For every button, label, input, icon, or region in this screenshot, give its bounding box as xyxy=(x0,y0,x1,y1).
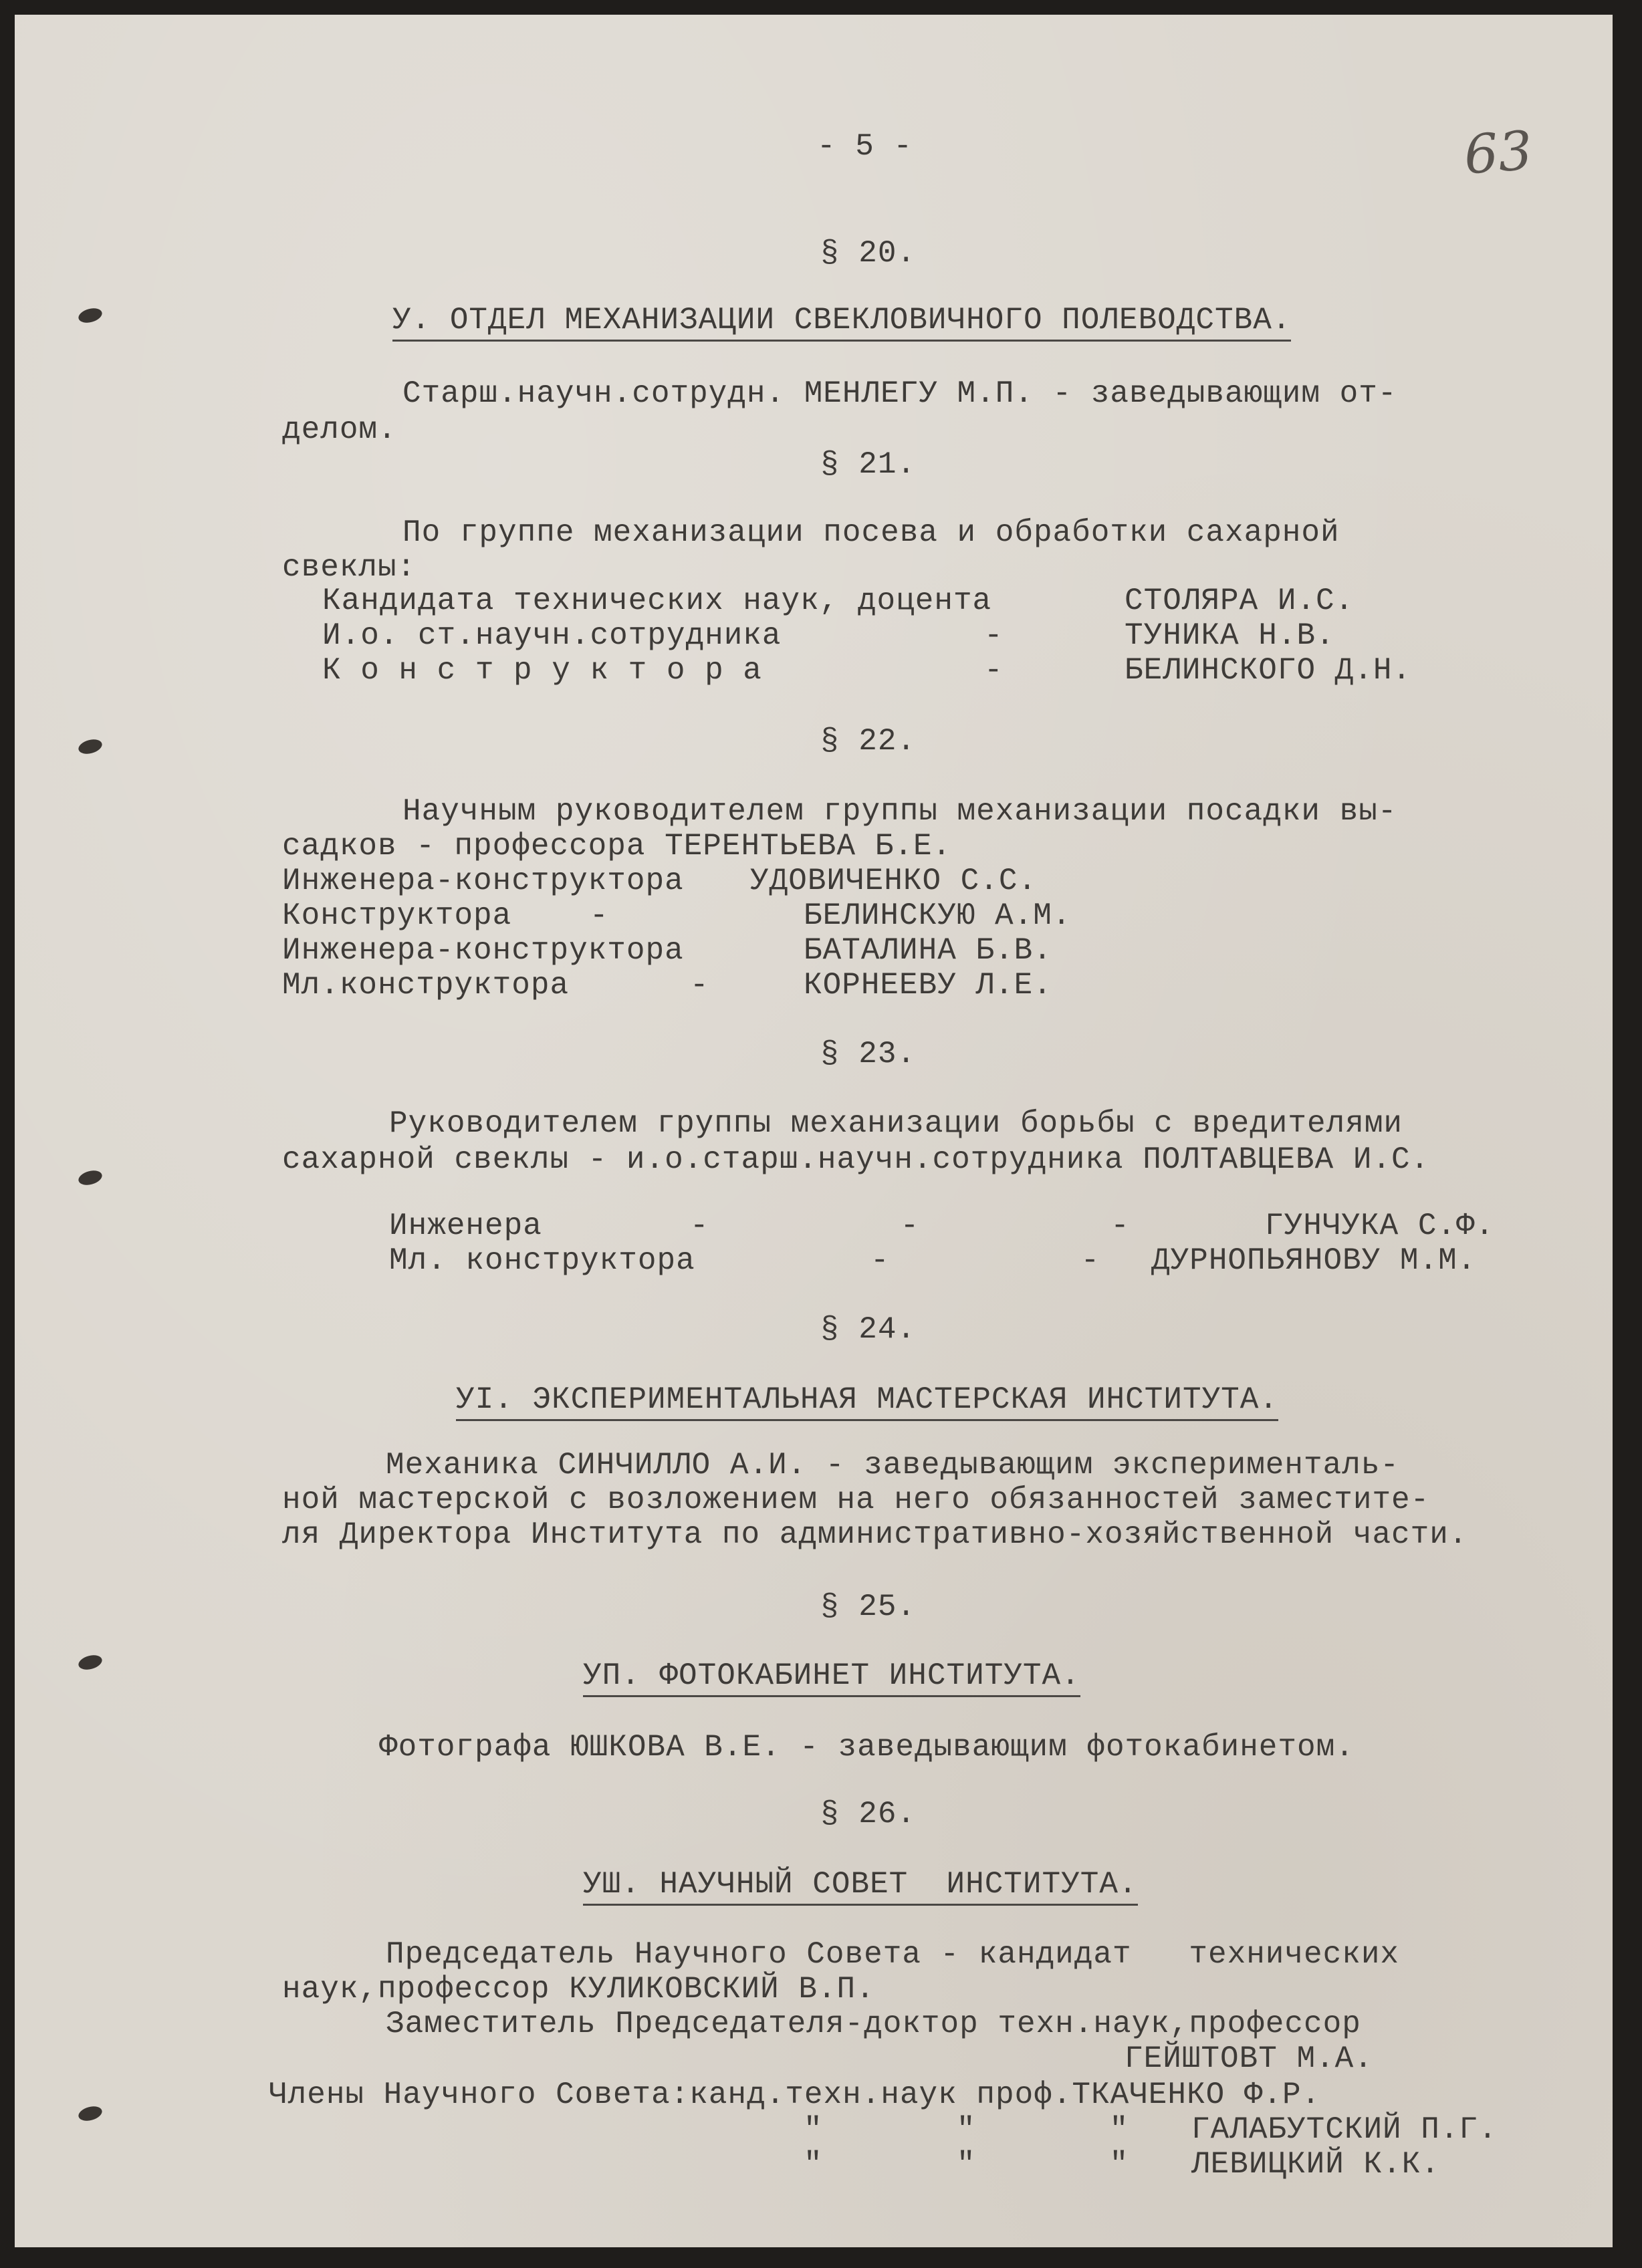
section-8-line: ГЕЙШТОВТ М.А. xyxy=(1125,2041,1373,2076)
section-7-line: Фотографа ЮШКОВА В.Е. - заведывающим фотокабинетом. xyxy=(379,1730,1355,1765)
binder-hole xyxy=(77,306,104,326)
page-number: - 5 - xyxy=(817,129,913,164)
staff-name: ГУНЧУКА С.Ф. xyxy=(1265,1209,1495,1243)
group-23-line: Руководителем группы механизации борьбы с вредителями xyxy=(389,1106,1403,1141)
staff-name: БАТАЛИНА Б.В. xyxy=(804,933,1052,968)
staff-name: КОРНЕЕВУ Л.Е. xyxy=(804,968,1052,1003)
section-8-line: ЛЕВИЦКИЙ К.К. xyxy=(1191,2147,1440,2182)
ditto-marks: " " " xyxy=(804,2112,1129,2147)
binder-hole xyxy=(77,737,104,757)
staff-name: БЕЛИНСКУЮ А.М. xyxy=(804,898,1072,933)
staff-role: Инженера-конструктора xyxy=(282,933,684,968)
section-8-line: Члены Научного Совета:канд.техн.наук проф.ТКАЧЕНКО Ф.Р. xyxy=(269,2077,1321,2112)
paragraph-21: § 21. xyxy=(820,447,917,482)
group-23-line: сахарной свеклы - и.о.старш.научн.сотрудника ПОЛТАВЦЕВА И.С. xyxy=(282,1142,1430,1177)
section-5-line: Старш.научн.сотрудн. МЕНЛЕГУ М.П. - заведывающим от- xyxy=(402,376,1397,411)
binder-hole xyxy=(77,1168,104,1188)
staff-role: Конструктора xyxy=(282,898,512,933)
binder-hole xyxy=(77,2104,104,2124)
section-6-line: ля Директора Института по административно-хозяйственной части. xyxy=(282,1517,1468,1552)
section-6-line: Механика СИНЧИЛЛО А.И. - заведывающим эксперименталь- xyxy=(386,1448,1400,1483)
staff-dash: - xyxy=(690,968,709,1003)
staff-name: СТОЛЯРА И.С. xyxy=(1125,584,1355,618)
paragraph-22: § 22. xyxy=(820,724,917,759)
section-7-heading: УП. ФОТОКАБИНЕТ ИНСТИТУТА. xyxy=(583,1658,1080,1697)
section-8-line: Председатель Научного Совета - кандидат технических xyxy=(386,1937,1400,1972)
staff-dash: - xyxy=(984,618,1004,653)
section-8-line: ГАЛАБУТСКИЙ П.Г. xyxy=(1191,2112,1498,2147)
section-6-line: ной мастерской с возложением на него обязанностей заместите- xyxy=(282,1483,1430,1517)
staff-name: ДУРНОПЬЯНОВУ М.М. xyxy=(1151,1243,1477,1278)
staff-dash: - - - xyxy=(690,1209,1130,1243)
section-5-line: делом. xyxy=(282,412,397,447)
staff-dash: - xyxy=(984,653,1004,688)
section-6-heading: УI. ЭКСПЕРИМЕНТАЛЬНАЯ МАСТЕРСКАЯ ИНСТИТУТА. xyxy=(456,1382,1278,1421)
staff-dash: - xyxy=(590,898,609,933)
group-21-line: По группе механизации посева и обработки сахарной xyxy=(402,515,1340,550)
binder-hole xyxy=(77,1653,104,1672)
staff-name: УДОВИЧЕНКО С.С. xyxy=(750,864,1038,898)
group-22-line: садков - профессора ТЕРЕНТЬЕВА Б.Е. xyxy=(282,829,952,864)
ditto-marks: " " " xyxy=(804,2147,1129,2182)
staff-role: И.о. ст.научн.сотрудника xyxy=(322,618,782,653)
paragraph-26: § 26. xyxy=(820,1797,917,1832)
paragraph-25: § 25. xyxy=(820,1590,917,1624)
section-8-line: наук,профессор КУЛИКОВСКИЙ В.П. xyxy=(282,1972,875,2007)
section-8-line: Заместитель Председателя-доктор техн.наук,профессор xyxy=(386,2007,1361,2041)
staff-role: К о н с т р у к т о р а xyxy=(322,653,762,688)
staff-role: Мл. конструктора xyxy=(389,1243,695,1278)
document-page xyxy=(15,15,1613,2247)
section-8-heading: УШ. НАУЧНЫЙ СОВЕТ ИНСТИТУТА. xyxy=(583,1866,1138,1906)
staff-role: Инженера xyxy=(389,1209,542,1243)
staff-name: ТУНИКА Н.В. xyxy=(1125,618,1335,653)
section-5-heading: У. ОТДЕЛ МЕХАНИЗАЦИИ СВЕКЛОВИЧНОГО ПОЛЕВОДСТВА. xyxy=(392,302,1291,342)
staff-role: Инженера-конструктора xyxy=(282,864,684,898)
paragraph-24: § 24. xyxy=(820,1312,917,1347)
paragraph-20: § 20. xyxy=(820,236,917,271)
staff-dash: - - xyxy=(870,1243,1100,1278)
staff-role: Мл.конструктора xyxy=(282,968,570,1003)
staff-name: БЕЛИНСКОГО Д.Н. xyxy=(1125,653,1412,688)
group-22-line: Научным руководителем группы механизации посадки вы- xyxy=(402,794,1397,829)
staff-role: Кандидата технических наук, доцента xyxy=(322,584,992,618)
group-21-line: свеклы: xyxy=(282,550,417,585)
paragraph-23: § 23. xyxy=(820,1037,917,1072)
archive-page-number: 63 xyxy=(1462,119,1535,186)
